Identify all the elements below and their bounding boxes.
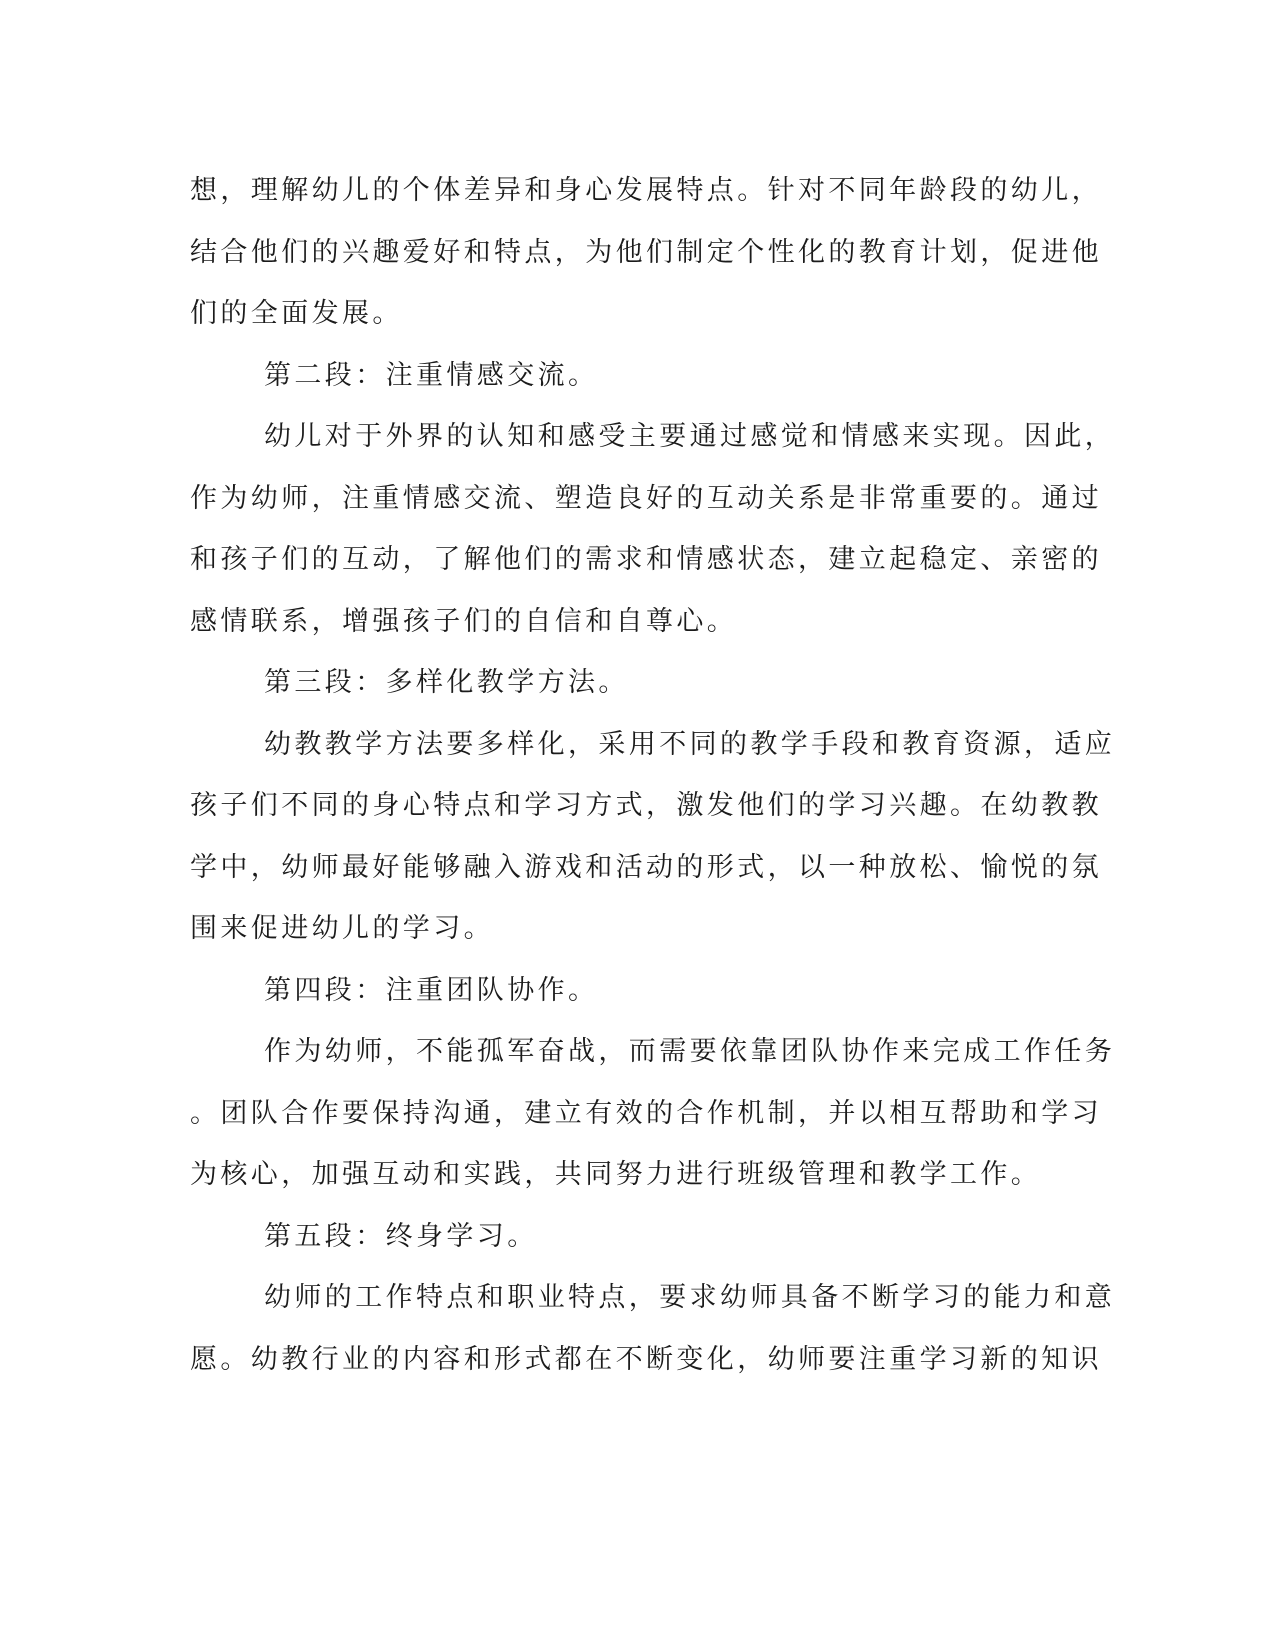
text-line: 第四段：注重团队协作。 (264, 974, 599, 1006)
text-line: 们的全面发展。 (190, 298, 403, 329)
text-line: 想，理解幼儿的个体差异和身心发展特点。针对不同年龄段的幼儿， (190, 175, 1102, 206)
text-line: 作为幼师，不能孤军奋战，而需要依靠团队协作来完成工作任务 (264, 1036, 1116, 1067)
text-line: 和孩子们的互动，了解他们的需求和情感状态，建立起稳定、亲密的 (190, 544, 1102, 575)
text-line: 结合他们的兴趣爱好和特点，为他们制定个性化的教育计划，促进他 (190, 236, 1102, 268)
text-line: 为核心，加强互动和实践，共同努力进行班级管理和教学工作。 (190, 1159, 1042, 1190)
text-line: 学中，幼师最好能够融入游戏和活动的形式，以一种放松、愉悦的氛 (190, 851, 1102, 883)
text-line: 感情联系，增强孩子们的自信和自尊心。 (190, 605, 738, 637)
text-line: 第二段：注重情感交流。 (264, 359, 599, 391)
text-line: 。团队合作要保持沟通，建立有效的合作机制，并以相互帮助和学习 (190, 1097, 1102, 1129)
document-body (190, 160, 1116, 1390)
text-line: 围来促进幼儿的学习。 (190, 913, 494, 944)
text-line: 幼教教学方法要多样化，采用不同的教学手段和教育资源，适应 (264, 728, 1116, 760)
text-line: 第三段：多样化教学方法。 (264, 667, 629, 698)
text-line: 第五段：终身学习。 (264, 1220, 538, 1252)
text-line: 孩子们不同的身心特点和学习方式，激发他们的学习兴趣。在幼教教 (190, 790, 1102, 821)
text-line: 幼师的工作特点和职业特点，要求幼师具备不断学习的能力和意 (264, 1282, 1116, 1313)
text-line: 幼儿对于外界的认知和感受主要通过感觉和情感来实现。因此， (264, 421, 1116, 452)
text-line: 愿。幼教行业的内容和形式都在不断变化，幼师要注重学习新的知识 (190, 1343, 1102, 1375)
text-line: 作为幼师，注重情感交流、塑造良好的互动关系是非常重要的。通过 (190, 482, 1102, 514)
